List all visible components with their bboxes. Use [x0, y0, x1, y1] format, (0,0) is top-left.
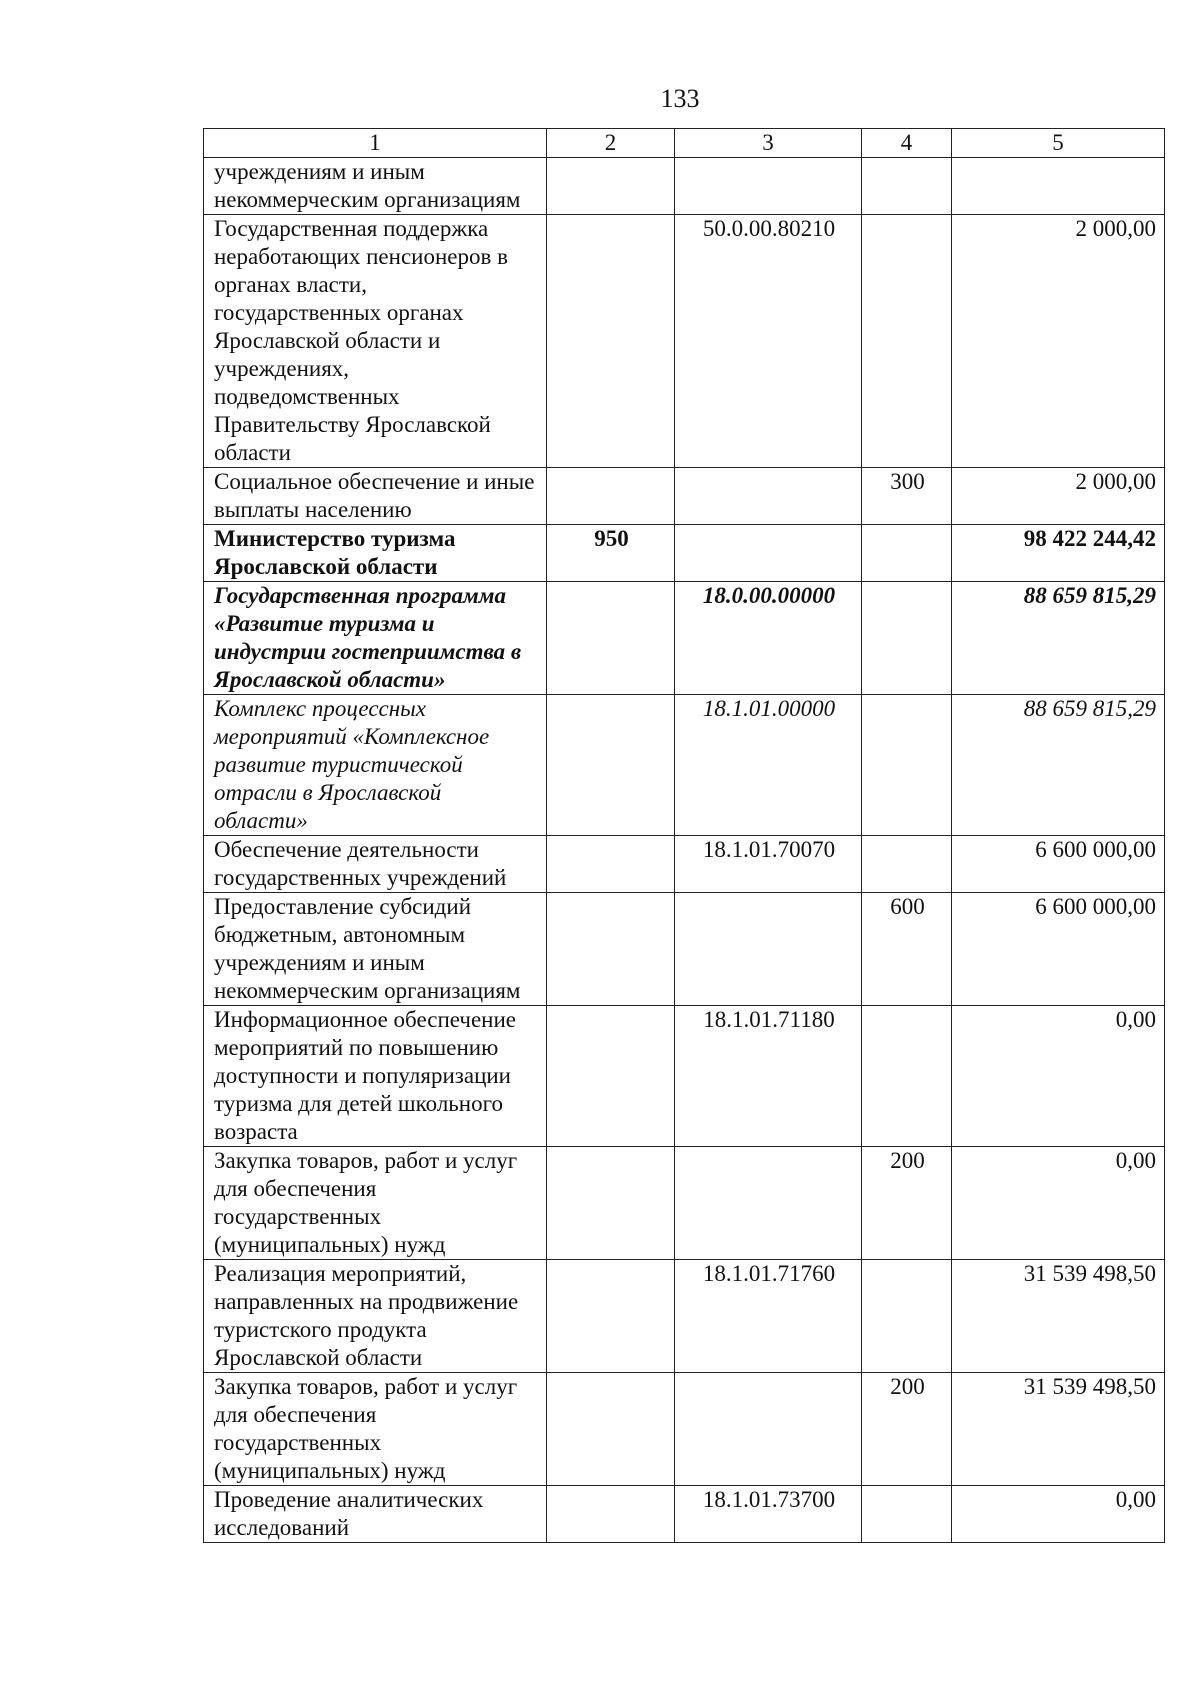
row-type-cell	[862, 525, 952, 582]
table-row	[204, 1486, 1165, 1543]
row-amount-cell: 98 422 244,42	[952, 525, 1165, 582]
row-name-cell: Проведение аналитических исследований	[204, 1486, 547, 1543]
row-name-cell: Информационное обеспечение мероприятий по повышению доступности и популяризации туризма для детей школьного возраста	[204, 1006, 547, 1147]
row-type-cell	[862, 836, 952, 893]
row-amount-cell: 0,00	[952, 1486, 1165, 1543]
budget-table	[203, 128, 1165, 1543]
row-name-cell: Государственная поддержка неработающих пенсионеров в органах власти, государственных органах Ярославской области и учреждениях, подведомственных Правительству Ярославской области	[204, 215, 547, 468]
row-type-cell: 600	[862, 893, 952, 1006]
row-amount-cell: 31 539 498,50	[952, 1373, 1165, 1486]
row-type-cell	[862, 1260, 952, 1373]
table-row	[204, 695, 1165, 836]
row-col2-cell	[547, 215, 675, 468]
row-code-cell: 18.1.01.73700	[675, 1486, 862, 1543]
row-col2-cell	[547, 1006, 675, 1147]
row-amount-cell: 88 659 815,29	[952, 695, 1165, 836]
row-name-cell: Обеспечение деятельности государственных учреждений	[204, 836, 547, 893]
row-type-cell	[862, 158, 952, 215]
row-code-cell: 18.1.01.71760	[675, 1260, 862, 1373]
row-code-cell: 18.1.01.00000	[675, 695, 862, 836]
row-col2-cell	[547, 1486, 675, 1543]
row-code-cell	[675, 893, 862, 1006]
table-row	[204, 1006, 1165, 1147]
header-col-2: 2	[547, 129, 675, 158]
row-type-cell: 200	[862, 1147, 952, 1260]
table-row	[204, 1147, 1165, 1260]
row-code-cell	[675, 158, 862, 215]
row-type-cell	[862, 582, 952, 695]
row-col2-cell: 950	[547, 525, 675, 582]
row-name-cell: Комплекс процессных мероприятий «Комплексное развитие туристической отрасли в Ярославской области»	[204, 695, 547, 836]
row-col2-cell	[547, 1260, 675, 1373]
row-col2-cell	[547, 893, 675, 1006]
table-row	[204, 893, 1165, 1006]
row-code-cell	[675, 525, 862, 582]
row-col2-cell	[547, 695, 675, 836]
table-row	[204, 1260, 1165, 1373]
row-col2-cell	[547, 1373, 675, 1486]
row-col2-cell	[547, 1147, 675, 1260]
row-type-cell: 300	[862, 468, 952, 525]
table-row	[204, 582, 1165, 695]
row-amount-cell: 2 000,00	[952, 468, 1165, 525]
row-type-cell: 200	[862, 1373, 952, 1486]
row-name-cell: Социальное обеспечение и иные выплаты населению	[204, 468, 547, 525]
table-row	[204, 525, 1165, 582]
row-amount-cell	[952, 158, 1165, 215]
row-code-cell: 18.1.01.71180	[675, 1006, 862, 1147]
row-col2-cell	[547, 468, 675, 525]
row-type-cell	[862, 695, 952, 836]
row-col2-cell	[547, 158, 675, 215]
row-name-cell: Реализация мероприятий, направленных на продвижение туристского продукта Ярославской области	[204, 1260, 547, 1373]
row-col2-cell	[547, 582, 675, 695]
table-row	[204, 158, 1165, 215]
row-type-cell	[862, 1006, 952, 1147]
row-name-cell: Государственная программа «Развитие туризма и индустрии гостеприимства в Ярославской области»	[204, 582, 547, 695]
header-row	[204, 129, 1165, 158]
row-name-cell: Предоставление субсидий бюджетным, автономным учреждениям и иным некоммерческим организациям	[204, 893, 547, 1006]
row-amount-cell: 6 600 000,00	[952, 836, 1165, 893]
row-code-cell: 18.1.01.70070	[675, 836, 862, 893]
row-code-cell: 18.0.00.00000	[675, 582, 862, 695]
row-amount-cell: 31 539 498,50	[952, 1260, 1165, 1373]
table-body	[204, 158, 1165, 1543]
page-number: 133	[660, 84, 700, 113]
row-type-cell	[862, 1486, 952, 1543]
table-row	[204, 468, 1165, 525]
table-row	[204, 1373, 1165, 1486]
row-amount-cell: 6 600 000,00	[952, 893, 1165, 1006]
row-col2-cell	[547, 836, 675, 893]
row-name-cell: Министерство туризма Ярославской области	[204, 525, 547, 582]
table-row	[204, 215, 1165, 468]
row-amount-cell: 0,00	[952, 1006, 1165, 1147]
row-code-cell: 50.0.00.80210	[675, 215, 862, 468]
row-amount-cell: 0,00	[952, 1147, 1165, 1260]
table-row	[204, 836, 1165, 893]
header-col-3: 3	[675, 129, 862, 158]
row-amount-cell: 88 659 815,29	[952, 582, 1165, 695]
header-col-5: 5	[952, 129, 1165, 158]
row-code-cell	[675, 1147, 862, 1260]
row-type-cell	[862, 215, 952, 468]
row-code-cell	[675, 468, 862, 525]
header-col-4: 4	[862, 129, 952, 158]
row-name-cell: учреждениям и иным некоммерческим организациям	[204, 158, 547, 215]
header-col-1: 1	[204, 129, 547, 158]
row-code-cell	[675, 1373, 862, 1486]
row-amount-cell: 2 000,00	[952, 215, 1165, 468]
row-name-cell: Закупка товаров, работ и услуг для обеспечения государственных (муниципальных) нужд	[204, 1147, 547, 1260]
row-name-cell: Закупка товаров, работ и услуг для обеспечения государственных (муниципальных) нужд	[204, 1373, 547, 1486]
